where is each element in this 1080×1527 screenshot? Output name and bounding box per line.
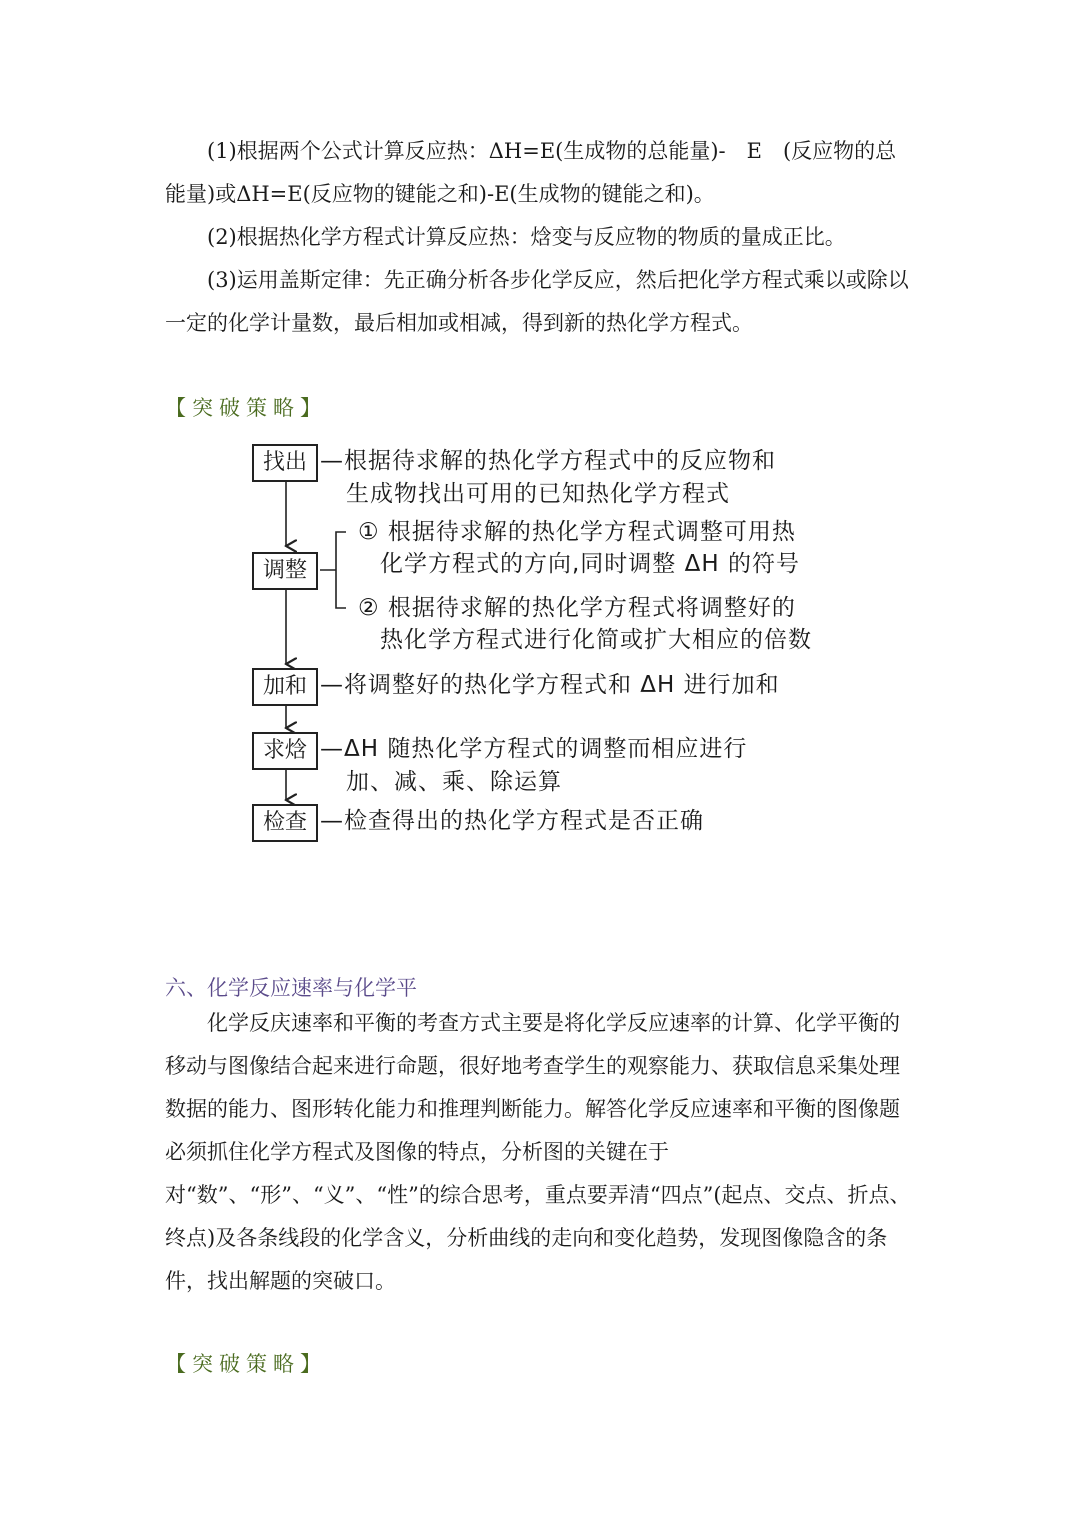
sum-text: —将调整好的热化学方程式和 ΔH 进行加和 bbox=[320, 672, 780, 698]
adjust-item-1-line-2: 化学方程式的方向,同时调整 ΔH 的符号 bbox=[380, 551, 800, 577]
find-text-line-2: 生成物找出可用的已知热化学方程式 bbox=[346, 481, 730, 507]
top-text-block bbox=[165, 130, 917, 345]
strategy-heading-1: 【突破策略】 bbox=[165, 396, 327, 420]
step-adjust-box: 调整 bbox=[252, 552, 318, 590]
adjust-bracket bbox=[320, 532, 346, 608]
paragraph-1: (1)根据两个公式计算反应热：ΔH=E(生成物的总能量)- E (反应物的总能量)或ΔH=E(反应物的键能之和)-E(生成物的键能之和)。 bbox=[165, 139, 897, 206]
strategy-heading-2: 【突破策略】 bbox=[165, 1352, 327, 1376]
step-check-box: 检查 bbox=[252, 804, 318, 842]
find-text-line-1: —根据待求解的热化学方程式中的反应物和 bbox=[320, 448, 776, 474]
paragraph-2: (2)根据热化学方程式计算反应热：焓变与反应物的物质的量成正比。 bbox=[207, 225, 846, 249]
adjust-item-1-line-1: ① 根据待求解的热化学方程式调整可用热 bbox=[358, 519, 796, 545]
enthalpy-text-line-1: —ΔH 随热化学方程式的调整而相应进行 bbox=[320, 736, 748, 762]
adjust-item-2-line-2: 热化学方程式进行化简或扩大相应的倍数 bbox=[380, 627, 812, 653]
step-sum-box: 加和 bbox=[252, 668, 318, 706]
section-title: 六、化学反应速率与化学平 bbox=[165, 976, 417, 1000]
adjust-item-2-line-1: ② 根据待求解的热化学方程式将调整好的 bbox=[358, 595, 796, 621]
check-text: —检查得出的热化学方程式是否正确 bbox=[320, 808, 704, 834]
step-enthalpy-box: 求焓 bbox=[252, 732, 318, 770]
section-body-paragraph: 化学反庆速率和平衡的考查方式主要是将化学反应速率的计算、化学平衡的移动与图像结合起来进行命题，很好地考查学生的观察能力、获取信息采集处理数据的能力、图形转化能力和推理判断能力。解答化学反应速率和平衡的图像题必须抓住化学方程式及图像的特点，分析图的关键在于对“数”、“形”、“义”、“性”的综合思考，重点要弄清“四点”(起点、交点、折点、终点)及各条线段的化学含义，分析曲线的走向和变化趋势，发现图像隐含的条件，找出解题的突破口。 bbox=[165, 1011, 911, 1293]
paragraph-3: (3)运用盖斯定律：先正确分析各步化学反应，然后把化学方程式乘以或除以一定的化学计量数，最后相加或相减，得到新的热化学方程式。 bbox=[165, 268, 909, 335]
step-find-box: 找出 bbox=[252, 444, 318, 482]
enthalpy-text-line-2: 加、减、乘、除运算 bbox=[346, 769, 562, 795]
flow-diagram bbox=[240, 438, 880, 848]
section-body-block bbox=[165, 1002, 917, 1303]
